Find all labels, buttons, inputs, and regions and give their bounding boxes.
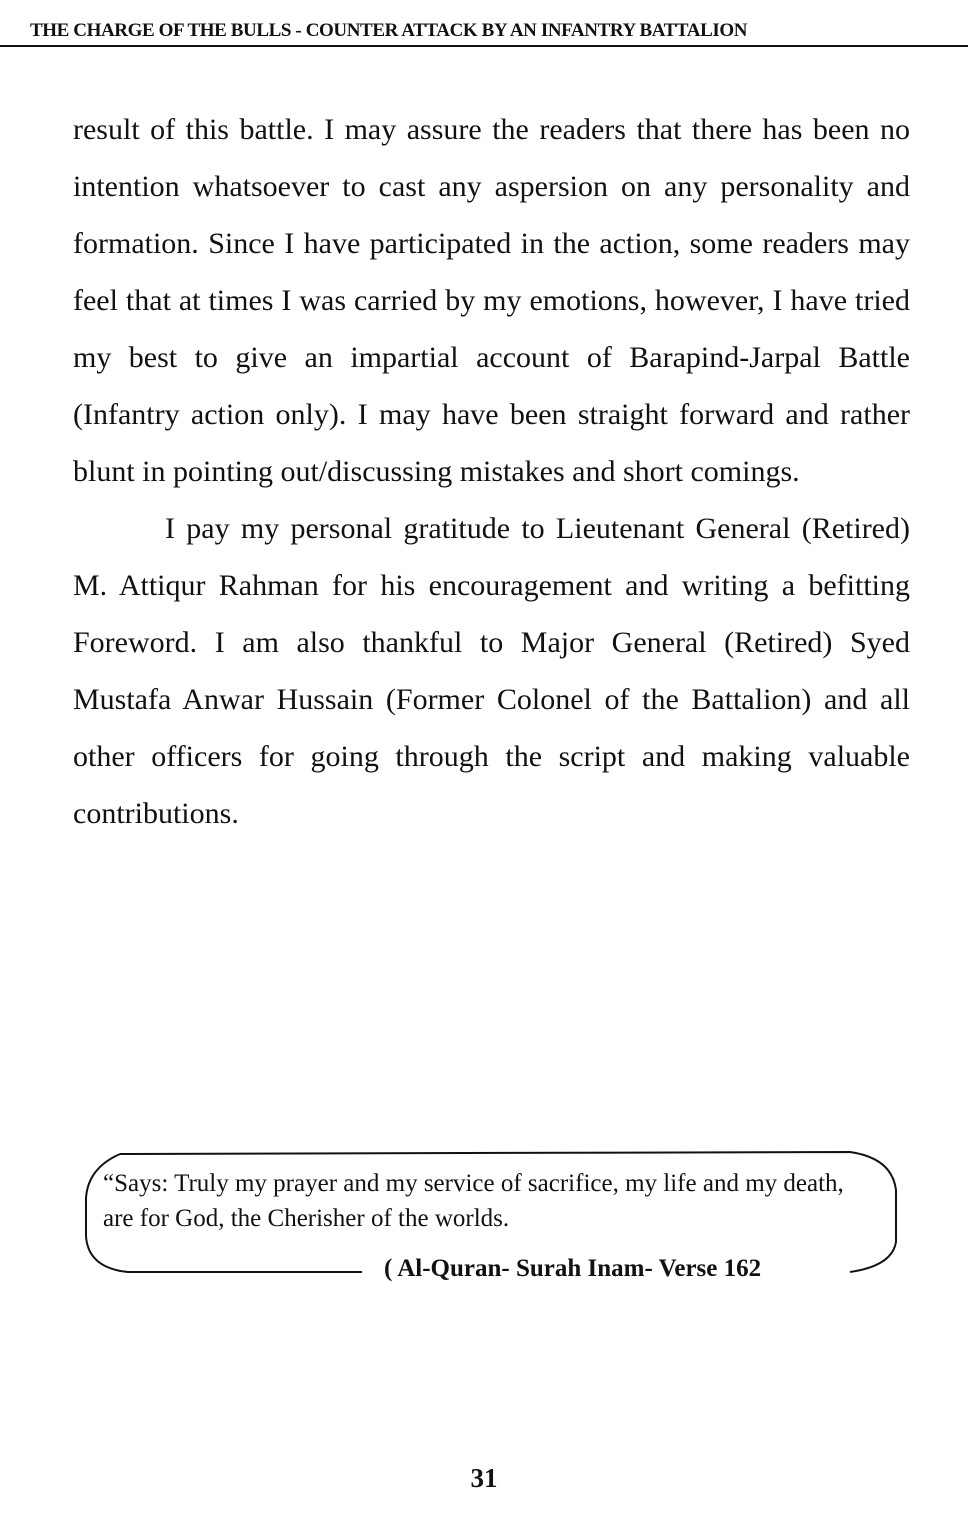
running-header: THE CHARGE OF THE BULLS - COUNTER ATTACK BY AN INFANTRY BATTALION: [30, 20, 748, 41]
quote-text: “Says: Truly my prayer and my service of sacrifice, my life and my death, are for God, the Cherisher of the worlds.: [103, 1170, 844, 1232]
page-number: 31: [470, 1463, 498, 1493]
body-text: [73, 101, 910, 842]
paragraph-2: I pay my personal gratitude to Lieutenant General (Retired) M. Attiqur Rahman for his encouragement and writing a befitting Foreword. I am also thankful to Major General (Retired) Syed Mustafa Anwar Hussain (Former Colonel of the Battalion) and all other officers for going through the script and making valuable contributions.: [73, 512, 910, 830]
paragraph-1: result of this battle. I may assure the readers that there has been no intention whatsoever to cast any aspersion on any personality and formation. Since I have participated in the action, some readers may feel that at times I was carried by my emotions, however, I have tried my best to give an impartial account of Barapind-Jarpal Battle (Infantry action only). I may have been straight forward and rather blunt in pointing out/discussing mistakes and short comings.: [73, 113, 910, 488]
quote-source: ( Al-Quran- Surah Inam- Verse 162: [384, 1255, 762, 1282]
header-rule: [0, 45, 968, 47]
